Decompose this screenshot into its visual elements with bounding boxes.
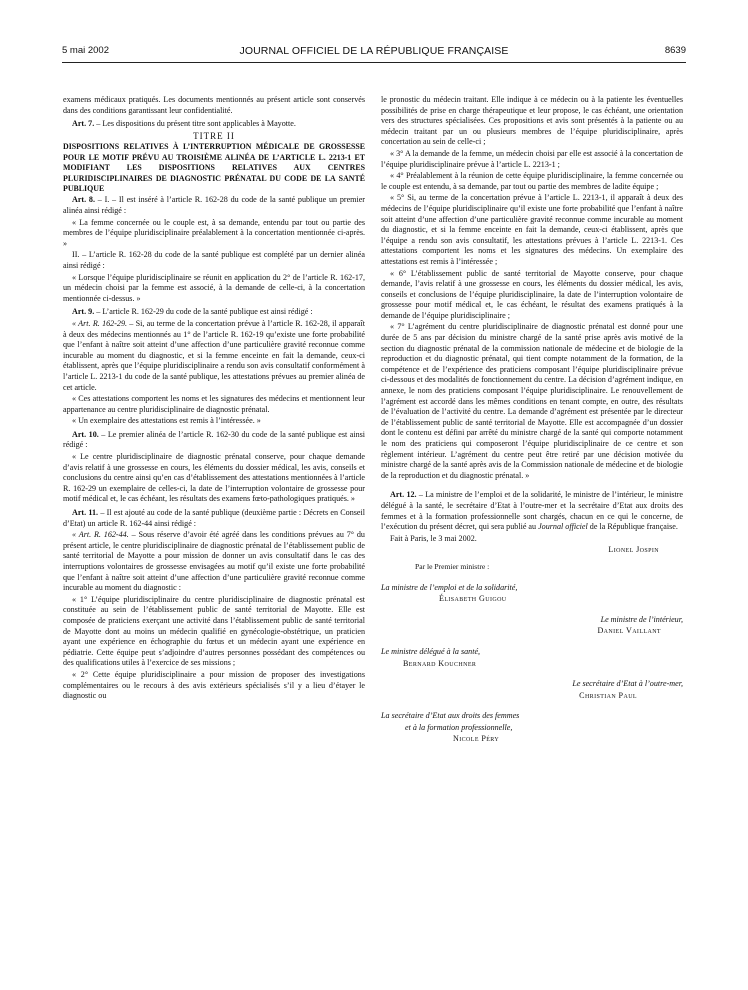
paragraph-text: – Sous réserve d’avoir été agréé dans les conditions prévues au 7° du présent article, le centre pluridisciplinaire de diagnostic prénatal de l’établissement public de santé territorial de Mayotte a pour mission de donner un avis consultatif dans le cas des interruptions volontaires de grossesse envisagées au motif qu’il existe une forte probabilité que l’enfant à naître soit atteint d’une affection d’une particulière gravité reconnue comme incurable au moment du diagnostic : bbox=[63, 530, 365, 593]
header-date: 5 mai 2002 bbox=[62, 45, 110, 56]
signatory-intro: Par le Premier ministre : bbox=[415, 561, 490, 571]
paragraph bbox=[63, 530, 365, 594]
section-heading: DISPOSITIONS RELATIVES À L’INTERRUPTION MÉDICALE DE GROSSESSE POUR LE MOTIF PRÉVU AU TROISIÈME ALINÉA DE L’ARTICLE L. 2213-1 ET MODIFIANT LES DISPOSITIONS RELATIVES AUX CENTRES PLURIDISCIPLINAIRES DE DIAGNOSTIC PRÉNATAL DU CODE DE LA SANTÉ PUBLIQUE bbox=[63, 142, 365, 193]
signature-block bbox=[381, 647, 683, 669]
paragraph: « 1° L’équipe pluridisciplinaire du centre pluridisciplinaire de diagnostic prénatal est constituée au sein de l’établissement public de santé territorial de Mayotte. Elle est composée de praticiens exerçant une activité dans l’établissement public de santé territorial de Mayotte dont au moins un médecin qualifié en gynécologie-obstétrique, un praticien ayant une expérience en échographie du fœtus et un médecin ayant une expérience en pédiatrie. Cette équipe peut s’adjoindre d’autres personnes possédant des compétences ou des qualifications utiles à l’exercice de ses missions ; bbox=[63, 594, 365, 668]
signatory-name: Bernard Kouchner bbox=[403, 658, 477, 668]
paragraph: « 2° Cette équipe pluridisciplinaire a pour mission de proposer des investigations complémentaires ou le recours à des avis extérieurs spécialisés s’il y a lieu d’étayer le diagnostic ou bbox=[63, 669, 365, 701]
article-9 bbox=[63, 307, 365, 318]
paragraph: examens médicaux pratiqués. Les documents mentionnés au présent article sont conservés dans des conditions garantissant leur confidentialité. bbox=[63, 95, 365, 115]
signatory-title-cont: et à la formation professionnelle, bbox=[405, 722, 513, 732]
journal-title: JOURNAL OFFICIEL DE LA RÉPUBLIQUE FRANÇAISE bbox=[239, 45, 509, 57]
paragraph bbox=[63, 319, 365, 393]
paragraph: « Lorsque l’équipe pluridisciplinaire se réunit en application du 2° de l’article R. 162-17, un médecin choisi par la femme est associé, à la demande de celle-ci, à la concertation mentionnée ci-dessus. » bbox=[63, 272, 365, 303]
signature-block bbox=[381, 711, 683, 745]
paragraph: « 4° Préalablement à la réunion de cette équipe pluridisciplinaire, la femme concernée ou le couple est entendu, à sa demande, par tout ou partie des membres de ladite équipe ; bbox=[381, 171, 683, 191]
paragraph: « 5° Si, au terme de la concertation prévue à l’article L. 2213-1, il apparaît à deux des médecins de l’équipe pluridisciplinaire qu’il existe une forte probabilité que l’enfant à naître soit atteint d’une affection d’une particulière gravité reconnue comme incurable au moment du diagnostic, et si la femme enceinte en fait la demande, ceux-ci établissent, après que l’équipe a rendu son avis consultatif, les attestations prévues à l’article L. 2213-1. Ces attestations comportent les noms et les signatures des médecins. Un exemplaire des attestations est remis à l’intéressée ; bbox=[381, 193, 683, 266]
header-rule bbox=[62, 62, 686, 63]
article-label: Art. 8. bbox=[72, 195, 95, 205]
signatory-name: Lionel Jospin bbox=[608, 545, 659, 555]
signatory-title: Le ministre de l’intérieur, bbox=[600, 614, 683, 624]
article-ref: « Art. R. 162-29. bbox=[72, 318, 128, 328]
paragraph: « Le centre pluridisciplinaire de diagnostic prénatal conserve, pour chaque demande d’avis relatif à une grossesse en cours, les éléments du dossier médical, les avis, conseils et conclusions du centre ainsi qu’en cas d’établissement des attestations mentionnées à l’article R. 162-29 un exemplaire de celles-ci, la date de l’interruption volontaire de grossesse pour motif médical et, le cas échéant, les résultats des examens fœto-pathologiques pratiqués. » bbox=[63, 452, 365, 504]
page-number: 8639 bbox=[664, 45, 686, 56]
signatory-name: Nicole Péry bbox=[453, 734, 500, 744]
place-date: Fait à Paris, le 3 mai 2002. bbox=[390, 533, 477, 543]
signature-block bbox=[381, 679, 683, 701]
paragraph: « 7° L’agrément du centre pluridisciplinaire de diagnostic prénatal est donné pour une durée de 5 ans par décision du ministre chargé de la santé prise après avis motivé de la section du diagnostic prénatal de la commission nationale de médecine et de biologie de la reproduction et du diagnostic prénatal, qui tient compte notamment de la formation, de la compétence et de l’expérience des praticiens composant l’équipe pluridisciplinaire prévue ci-dessous et des modalités de fonctionnement du centre. La décision d’agrément indique, en annexe, le nom des praticiens composant l’équipe pluridisciplinaire. Le renouvellement de l’agrément est accordé dans les mêmes conditions en tenant compte, en outre, des résultats de l’évaluation de l’activité du centre. La demande d’agrément est présentée par le directeur de l’établissement public de santé territorial de Mayotte. Elle est accompagnée d’un dossier dont le contenu est défini par arrêté du ministre chargé de la santé qui comporte notamment le nom des praticiens qui composeront l’équipe pluridisciplinaire de ce centre et son règlement intérieur. L’agrément du centre peut être retiré par une décision motivée du ministre chargé de la santé après avis de la Commission nationale de médecine et de biologie de la reproduction et du diagnostic prénatal. » bbox=[381, 322, 683, 480]
paragraph: « Ces attestations comportent les noms et les signatures des médecins et mentionnent leur appartenance au centre pluridisciplinaire de diagnostic prénatal. bbox=[63, 394, 365, 414]
signatory-title: Le ministre délégué à la santé, bbox=[381, 646, 481, 656]
article-label: Art. 11. bbox=[72, 508, 99, 518]
article-ref: « Art. R. 162-44. bbox=[72, 530, 129, 540]
article-text: – Le premier alinéa de l’article R. 162-30 du code de la santé publique est ainsi rédigé : bbox=[63, 429, 366, 450]
signatory-title: Le secrétaire d’Etat à l’outre-mer, bbox=[572, 679, 683, 689]
paragraph: « Un exemplaire des attestations est remis à l’intéressée. » bbox=[72, 416, 261, 426]
paragraph: « La femme concernée ou le couple est, à sa demande, entendu par tout ou partie des membres de l’équipe pluridisciplinaire préalablement à la concertation mentionnée ci-après. » bbox=[63, 217, 365, 248]
right-column bbox=[381, 95, 683, 746]
article-label: Art. 10. bbox=[72, 429, 99, 439]
signatory-name: Christian Paul bbox=[579, 690, 637, 700]
signatory-name: Élisabeth Guigou bbox=[439, 594, 507, 604]
journal-name: Journal officiel bbox=[538, 522, 588, 532]
paragraph: II. – L’article R. 162-28 du code de la santé publique est complété par un dernier alinéa ainsi rédigé : bbox=[63, 250, 365, 270]
article-text: – L’article R. 162-29 du code de la santé publique est ainsi rédigé : bbox=[94, 307, 313, 317]
article-12 bbox=[381, 490, 683, 532]
signature-block bbox=[381, 583, 683, 605]
page-header bbox=[62, 45, 686, 61]
article-label: Art. 12. bbox=[390, 490, 417, 500]
signature-block bbox=[381, 615, 683, 637]
article-7 bbox=[63, 119, 365, 130]
signatory-title: La secrétaire d’Etat aux droits des femmes bbox=[381, 711, 520, 721]
article-10 bbox=[63, 430, 365, 451]
article-text: – Les dispositions du présent titre sont applicables à Mayotte. bbox=[94, 119, 296, 129]
article-text: – Il est ajouté au code de la santé publique (deuxième partie : Décrets en Conseil d’Etat) un article R. 162-44 ainsi rédigé : bbox=[63, 508, 365, 528]
article-text: – I. – Il est inséré à l’article R. 162-28 du code de la santé publique un premier alinéa ainsi rédigé : bbox=[63, 195, 366, 215]
titre-heading: TITRE II bbox=[193, 130, 235, 141]
signatory-name: Daniel Vaillant bbox=[597, 626, 661, 636]
paragraph-text: – Si, au terme de la concertation prévue à l’article R. 162-28, il apparaît à deux des médecins mentionnés au 1° de l’article R. 162-19 qu’existe une forte probabilité que l’enfant à naître soit atteint d’une affection d’une particulière gravité reconnue comme incurable au moment du diagnostic, et si la femme enceinte en fait la demande, ceux-ci établissent, après que l’équipe pluridisciplinaire a rendu son avis consultatif conformément à l’article L. 2213-1 du code de la santé publique, les attestations prévues au premier alinéa de cet article. bbox=[63, 318, 365, 392]
article-label: Art. 9. bbox=[72, 307, 95, 317]
article-8 bbox=[63, 195, 365, 216]
paragraph: « 6° L’établissement public de santé territorial de Mayotte conserve, pour chaque demande, l’avis relatif à une grossesse en cours, les éléments du dossier médical, les avis, conseils et conclusions de l’équipe pluridisciplinaire, la date de l’interruption volontaire de grossesse pour motif médical et, le cas échéant, le résultat des examens pratiqués à la demande de l’équipe pluridisciplinaire ; bbox=[381, 268, 683, 320]
article-text: – La ministre de l’emploi et de la solidarité, le ministre de l’intérieur, le ministre délégué à la santé, le secrétaire d’Etat à l’outre-mer et la secrétaire d’Etat aux droits des femmes et à la formation professionnelle sont chargés, chacun en ce qui le concerne, de l’exécution du présent décret, qui sera publié au bbox=[381, 490, 684, 532]
left-column bbox=[63, 95, 365, 703]
paragraph: le pronostic du médecin traitant. Elle indique à ce médecin ou à la patiente les éventuelles possibilités de prise en charge thérapeutique et leur propose, le cas échéant, une orientation vers des structures spécialisées. Ces propositions et avis sont présentés à la patiente ou au médecin traitant par un ou plusieurs membres de l’équipe pluridisciplinaire, après concertation au sein de celle-ci ; bbox=[381, 95, 683, 147]
article-text-end: de la République française. bbox=[587, 522, 678, 532]
paragraph: « 3° A la demande de la femme, un médecin choisi par elle est associé à la concertation de l’équipe pluridisciplinaire prévue à l’article L. 2213-1 ; bbox=[381, 148, 683, 169]
article-label: Art. 7. bbox=[72, 119, 95, 129]
signatory-title: La ministre de l’emploi et de la solidarité, bbox=[381, 582, 518, 592]
article-11 bbox=[63, 508, 365, 529]
